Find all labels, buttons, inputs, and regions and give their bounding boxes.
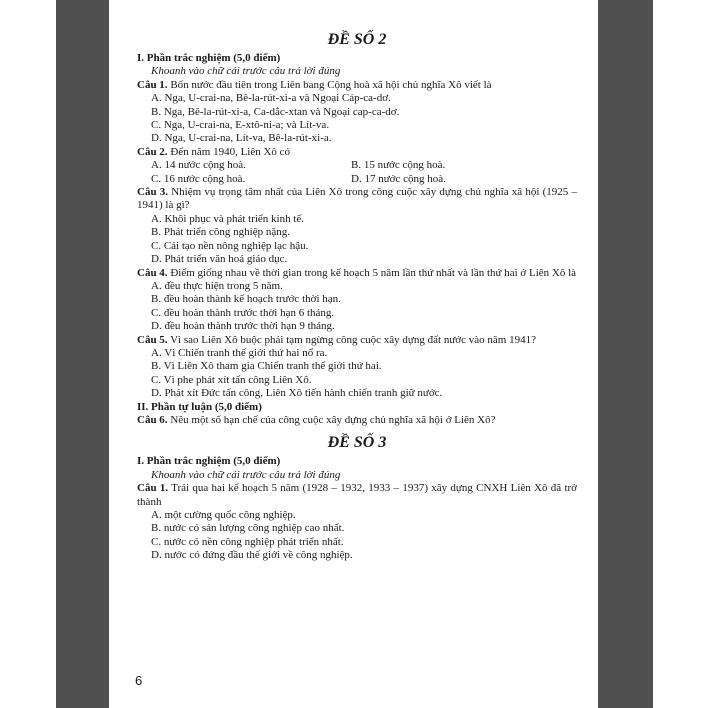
question-text: Vì sao Liên Xô buộc phải tạm ngừng công cuộc xây dựng đất nước vào năm 1941? xyxy=(167,333,536,346)
question-text: Bốn nước đầu tiên trong Liên bang Cộng hoà xã hội chủ nghĩa Xô viết là xyxy=(167,78,492,91)
question-number: Câu 6. xyxy=(137,413,168,426)
option: B. nước có sản lượng công nghiệp cao nhất. xyxy=(151,522,345,535)
option: D. đều hoàn thành trước thời hạn 9 tháng. xyxy=(151,320,335,333)
exam-3-question-1 xyxy=(137,482,577,509)
exam-2-section-1: I. Phần trắc nghiệm (5,0 điểm) xyxy=(137,52,281,64)
exam-2-question-3 xyxy=(137,186,577,213)
option-row xyxy=(137,159,577,172)
option: D. Nga, U-crai-na, Lít-va, Bê-la-rút-xi-a. xyxy=(151,132,332,145)
option: A. đều thực hiện trong 5 năm. xyxy=(151,279,283,292)
option: C. Nga, U-crai-na, E-xtô-ni-a; và Lít-va. xyxy=(151,119,330,132)
exam-3-title: ĐỀ SỐ 3 xyxy=(327,434,387,452)
option: A. 14 nước cộng hoà. xyxy=(151,159,246,172)
page-number: 6 xyxy=(135,673,143,688)
question-text: Đến năm 1940, Liên Xô có xyxy=(167,145,291,158)
exam-2-instruction: Khoanh vào chữ cái trước câu trả lời đúng xyxy=(151,65,341,78)
question-text: Nêu một số hạn chế của công cuộc xây dựng chủ nghĩa xã hội ở Liên Xô? xyxy=(167,413,496,426)
question-text: Trải qua hai kế hoạch 5 năm (1928 – 1932, 1933 – 1937) xây dựng CNXH Liên Xô đã trở thành xyxy=(137,482,577,508)
question-text: Nhiệm vụ trọng tâm nhất của Liên Xô trong công cuộc xây dựng chủ nghĩa xã hội (1925 – 1941) là gì? xyxy=(137,186,578,212)
option: A. Nga, U-crai-na, Bê-la-rút-xi-a và Ngoại Cáp-ca-dơ. xyxy=(151,92,391,105)
option: B. 15 nước cộng hoà. xyxy=(351,159,446,172)
option: C. nước có nền công nghiệp phát triển nhất. xyxy=(151,535,344,548)
question-number: Câu 2. xyxy=(137,145,168,158)
exam-2-section-2: II. Phần tự luận (5,0 điểm) xyxy=(137,400,262,413)
option: B. Vì Liên Xô tham gia Chiến tranh thế giới thứ hai. xyxy=(151,360,382,373)
option: C. Vì phe phát xít tấn công Liên Xô. xyxy=(151,373,312,386)
option: D. Phát triển văn hoá giáo dục. xyxy=(151,253,288,266)
exam-2-question-5 xyxy=(137,334,577,347)
option: C. 16 nước cộng hoà. xyxy=(151,172,246,185)
option: B. đều hoàn thành kế hoạch trước thời hạn. xyxy=(151,293,341,306)
book-page xyxy=(109,0,598,708)
option: A. một cường quốc công nghiệp. xyxy=(151,509,296,521)
exam-2-question-1 xyxy=(137,79,577,92)
question-number: Câu 1. xyxy=(137,78,168,91)
question-number: Câu 4. xyxy=(137,266,168,279)
option: C. Cải tạo nền nông nghiệp lạc hậu. xyxy=(151,239,309,252)
exam-2-title: ĐỀ SỐ 2 xyxy=(327,31,387,48)
option: D. nước có đứng đầu thế giới về công nghiệp. xyxy=(151,549,353,562)
option: C. đều hoàn thành trước thời hạn 6 tháng. xyxy=(151,306,335,319)
question-number: Câu 1. xyxy=(137,482,169,495)
exam-2-question-6 xyxy=(137,414,577,427)
option-row xyxy=(137,173,577,186)
question-number: Câu 3. xyxy=(137,186,169,199)
exam-2-question-4 xyxy=(137,267,577,280)
option: A. Vì Chiến tranh thế giới thứ hai nổ ra. xyxy=(151,346,328,359)
option: A. Khôi phục và phát triển kinh tế. xyxy=(151,212,305,225)
page-content xyxy=(137,30,577,563)
question-number: Câu 5. xyxy=(137,333,168,346)
option: B. Nga, Bê-la-rút-xi-a, Ca-dắc-xtan và Ngoại cap-ca-dơ. xyxy=(151,105,400,118)
exam-2-question-2 xyxy=(137,146,577,159)
question-text: Điểm giống nhau về thời gian trong kế hoạch 5 năm lần thứ nhất và lần thứ hai ở Liên Xô là xyxy=(167,266,577,279)
option: D. 17 nước cộng hoà. xyxy=(351,172,446,185)
exam-3-instruction: Khoanh vào chữ cái trước câu trả lời đúng xyxy=(151,468,341,481)
exam-3-section-1: I. Phần trắc nghiệm (5,0 điểm) xyxy=(137,455,281,468)
option: D. Phát xít Đức tấn công, Liên Xô tiến hành chiến tranh giữ nước. xyxy=(151,387,443,400)
option: B. Phát triển công nghiệp nặng. xyxy=(151,226,291,239)
